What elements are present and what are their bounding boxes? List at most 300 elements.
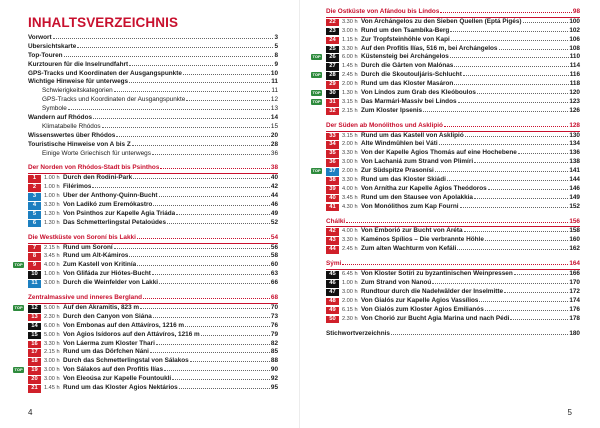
tour-title: Zum Kastell von Kritinía bbox=[63, 261, 137, 269]
entry-label: Schwierigkeitskategorien bbox=[42, 87, 113, 95]
toc-entry[interactable] bbox=[28, 87, 278, 96]
dot-leader bbox=[488, 189, 569, 190]
tour-title: Rund um Soroní bbox=[63, 243, 113, 251]
tour-duration: 5.00 h bbox=[44, 331, 60, 338]
tour-title: Das Schmetterlingstal Petaloúdes bbox=[63, 218, 166, 226]
tour-number: 11 bbox=[28, 280, 41, 288]
tour-title: Von Láerma zum Kloster Thari bbox=[63, 339, 155, 347]
tour-duration: 2.00 h bbox=[342, 141, 358, 148]
tour-duration: 3.15 h bbox=[342, 98, 358, 105]
tour-entry[interactable] bbox=[28, 192, 278, 201]
tour-title: Von Monólithos zum Kap Fourni bbox=[361, 202, 459, 210]
tour-entry[interactable] bbox=[326, 132, 580, 141]
dot-leader bbox=[152, 274, 270, 275]
page-ref: 158 bbox=[569, 227, 580, 235]
page-ref: 76 bbox=[270, 321, 278, 329]
tour-entry[interactable] bbox=[326, 288, 580, 297]
page-ref: 149 bbox=[569, 193, 580, 201]
tour-title: Durch den Rodini-Park bbox=[63, 174, 133, 182]
tour-title: Von Kloster Sotíri zu byzantinischen Weinpressen bbox=[361, 270, 513, 278]
dot-leader bbox=[176, 214, 270, 215]
page-ref: 46 bbox=[270, 201, 278, 209]
entry-label: Touristische Hinweise von A bis Z bbox=[28, 140, 131, 148]
page-ref: 5 bbox=[274, 42, 278, 50]
tour-entry[interactable] bbox=[326, 27, 580, 36]
tour-number: 37 bbox=[326, 168, 339, 176]
dot-leader bbox=[440, 12, 572, 13]
dot-leader bbox=[140, 308, 270, 309]
tour-entry[interactable] bbox=[28, 183, 278, 192]
tour-duration: 1.00 h bbox=[44, 175, 60, 182]
section-header[interactable] bbox=[326, 218, 580, 228]
tour-entry[interactable] bbox=[326, 140, 580, 149]
page-ref: 164 bbox=[569, 260, 580, 268]
tour-title: Von Archángelos zu den Sieben Quellen (Eptá Pigés) bbox=[361, 17, 522, 25]
tour-entry[interactable] bbox=[326, 297, 580, 306]
dot-leader bbox=[68, 109, 270, 110]
tour-entry[interactable] bbox=[326, 270, 580, 279]
general-entries bbox=[28, 34, 278, 158]
section-title: Die Ostküste von Afándou bis Líndos bbox=[326, 8, 440, 15]
tour-number: 35 bbox=[326, 150, 339, 158]
tour-entry[interactable] bbox=[28, 313, 278, 322]
right-sections bbox=[312, 8, 580, 323]
tour-entry[interactable] bbox=[326, 62, 580, 71]
tour-duration: 3.15 h bbox=[342, 132, 358, 139]
tour-entry[interactable] bbox=[326, 18, 580, 27]
tour-entry[interactable] bbox=[28, 201, 278, 210]
tour-duration: 3.30 h bbox=[342, 45, 358, 52]
tour-duration: 1.15 h bbox=[342, 36, 358, 43]
page-ref: 138 bbox=[569, 158, 580, 166]
left-sections bbox=[14, 164, 278, 392]
tour-number: 29 bbox=[326, 81, 339, 89]
page-ref: 54 bbox=[270, 233, 278, 241]
tour-title: Kaménos Spílios – Die verbrannte Höhle bbox=[361, 236, 484, 244]
tour-duration: 3.00 h bbox=[342, 288, 358, 295]
tour-duration: 1.30 h bbox=[44, 219, 60, 226]
page-ref: 134 bbox=[569, 140, 580, 148]
tour-entry[interactable] bbox=[28, 244, 278, 253]
index-label: Stichwortverzeichnis bbox=[326, 330, 390, 338]
dot-leader bbox=[346, 222, 568, 223]
section-header[interactable] bbox=[326, 122, 580, 132]
index-entry[interactable] bbox=[326, 330, 580, 339]
right-column bbox=[312, 8, 580, 339]
tour-duration: 3.00 h bbox=[342, 27, 358, 34]
tour-title: Von Chorió zur Bucht Agia Marina und nach Pédi bbox=[361, 314, 510, 322]
tour-entry[interactable] bbox=[326, 245, 580, 254]
page-ref: 106 bbox=[569, 35, 580, 43]
dot-leader bbox=[463, 75, 569, 76]
dot-leader bbox=[164, 370, 270, 371]
dot-leader bbox=[114, 248, 270, 249]
dot-leader bbox=[201, 335, 270, 336]
tour-duration: 3.45 h bbox=[44, 253, 60, 260]
tour-title: Von Émbonas auf den Attávíros, 1216 m bbox=[63, 321, 185, 329]
tour-number: 40 bbox=[326, 195, 339, 203]
tour-title: Auf den Akramitis, 823 m bbox=[63, 303, 140, 311]
toc-entry[interactable] bbox=[28, 123, 278, 132]
tour-entry[interactable] bbox=[312, 97, 580, 107]
tour-title: Durch die Weinfelder von Lakki bbox=[63, 279, 159, 287]
entry-label: Symbole bbox=[42, 105, 67, 113]
dot-leader bbox=[432, 283, 568, 284]
toc-entry[interactable] bbox=[28, 150, 278, 159]
page-ref: 130 bbox=[569, 131, 580, 139]
tour-duration: 2.15 h bbox=[44, 349, 60, 356]
toc-entry[interactable] bbox=[28, 132, 278, 141]
tour-title: Von Gialós zum Kloster Ágios Emilianós bbox=[361, 305, 484, 313]
dot-leader bbox=[450, 57, 569, 58]
dot-leader bbox=[423, 111, 568, 112]
tour-entry[interactable] bbox=[326, 203, 580, 212]
section-title: Der Süden ab Monólithos und Asklipió bbox=[326, 121, 443, 129]
entry-label: GPS-Tracks und Koordinaten der Ausgangspunkte bbox=[42, 96, 186, 104]
tour-number: 42 bbox=[326, 228, 339, 236]
page-ref: 11 bbox=[271, 87, 278, 95]
dot-leader bbox=[102, 127, 270, 128]
tour-title: Rund um das Kloster Ágios Nektários bbox=[63, 383, 178, 391]
page-ref: 70 bbox=[270, 303, 278, 311]
tour-duration: 1.00 h bbox=[44, 184, 60, 191]
dot-leader bbox=[64, 56, 274, 57]
page-ref: 40 bbox=[270, 174, 278, 182]
page-title: INHALTSVERZEICHNIS bbox=[28, 15, 179, 30]
page-ref: 176 bbox=[569, 305, 580, 313]
tour-entry[interactable] bbox=[326, 45, 580, 54]
dot-leader bbox=[153, 205, 270, 206]
entry-label: Einige Worte Griechisch für unterwegs bbox=[42, 149, 151, 157]
tour-number: 31 bbox=[326, 99, 339, 107]
tour-title: Von Emborió zur Bucht von Aréta bbox=[361, 227, 463, 235]
tour-entry[interactable] bbox=[28, 210, 278, 219]
page-ref: 118 bbox=[569, 80, 580, 88]
tour-entry[interactable] bbox=[28, 384, 278, 393]
tour-entry[interactable] bbox=[312, 71, 580, 80]
dot-leader bbox=[510, 319, 568, 320]
top-tour-badge: TOP bbox=[14, 367, 23, 373]
section-header[interactable] bbox=[28, 294, 278, 304]
page-ref: 11 bbox=[271, 78, 278, 86]
tour-number: 32 bbox=[326, 108, 339, 116]
tour-duration: 2.00 h bbox=[342, 297, 358, 304]
tour-number: 30 bbox=[326, 90, 339, 98]
dot-leader bbox=[156, 344, 270, 345]
dot-leader bbox=[504, 292, 568, 293]
page-ref: 14 bbox=[270, 114, 278, 122]
toc-entry[interactable] bbox=[28, 34, 278, 43]
dot-leader bbox=[186, 100, 270, 101]
section-title: Zentralmassive und inneres Bergland bbox=[28, 294, 143, 302]
tour-entry[interactable] bbox=[28, 340, 278, 349]
tour-duration: 6.00 h bbox=[44, 322, 60, 329]
toc-entry[interactable] bbox=[28, 43, 278, 52]
tour-title: Von Psinthos zur Kapelle Agia Triáda bbox=[63, 209, 176, 217]
dot-leader bbox=[159, 283, 270, 284]
entry-label: Vorwort bbox=[28, 34, 52, 41]
tour-title: Zum alten Wachturm von Kefáli bbox=[361, 245, 457, 253]
tour-entry[interactable] bbox=[28, 219, 278, 228]
tour-number: 9 bbox=[28, 262, 41, 270]
tour-duration: 4.00 h bbox=[44, 262, 60, 269]
entry-label: Wichtige Hinweise für unterwegs bbox=[28, 78, 129, 86]
tour-number: 20 bbox=[28, 376, 41, 384]
page-ref: 52 bbox=[270, 218, 278, 226]
page-ref: 128 bbox=[569, 121, 580, 129]
tour-number: 34 bbox=[326, 141, 339, 149]
tour-entry[interactable] bbox=[326, 194, 580, 203]
tour-entry[interactable] bbox=[28, 348, 278, 357]
top-tour-badge: TOP bbox=[312, 168, 321, 174]
section-title: Chálki bbox=[326, 217, 346, 225]
tour-duration: 2.00 h bbox=[342, 168, 358, 175]
tour-number: 48 bbox=[326, 298, 339, 306]
dot-leader bbox=[129, 256, 269, 257]
tour-number: 28 bbox=[326, 72, 339, 80]
entry-label: Übersichtskarte bbox=[28, 42, 77, 50]
tour-duration: 3.00 h bbox=[44, 358, 60, 365]
page-ref: 15 bbox=[270, 122, 278, 130]
tour-entry[interactable] bbox=[312, 89, 580, 98]
toc-entry[interactable] bbox=[28, 61, 278, 70]
top-tour-badge: TOP bbox=[14, 262, 23, 268]
tour-title: Von Eleoúsa zur Kapelle Fountouklí bbox=[63, 375, 172, 383]
tour-title: Durch die Skoutouljáris-Schlucht bbox=[361, 71, 462, 79]
tour-duration: 2.45 h bbox=[342, 246, 358, 253]
page-ref: 178 bbox=[569, 314, 580, 322]
page-ref: 60 bbox=[270, 261, 278, 269]
top-tour-badge: TOP bbox=[312, 90, 321, 96]
dot-leader bbox=[479, 301, 568, 302]
tour-duration: 2.30 h bbox=[44, 313, 60, 320]
tour-entry[interactable] bbox=[28, 357, 278, 366]
tour-duration: 2.15 h bbox=[44, 244, 60, 251]
page-ref: 116 bbox=[569, 71, 580, 79]
page-ref: 79 bbox=[270, 330, 278, 338]
tour-entry[interactable] bbox=[14, 303, 278, 313]
tour-entry[interactable] bbox=[312, 53, 580, 62]
section-title: Der Norden von Rhódos-Stadt bis Psinthos bbox=[28, 164, 160, 172]
tour-entry[interactable] bbox=[28, 270, 278, 279]
tour-duration: 4.00 h bbox=[342, 228, 358, 235]
dot-leader bbox=[460, 207, 569, 208]
entry-label: GPS-Tracks und Koordinaten der Ausgangspunkte bbox=[28, 69, 182, 77]
page-ref: 126 bbox=[569, 106, 580, 114]
tour-title: Von Glifáda zur Hiótes-Bucht bbox=[63, 270, 151, 278]
page-ref: 38 bbox=[270, 164, 278, 172]
page-ref: 152 bbox=[569, 202, 580, 210]
tour-number: 1 bbox=[28, 175, 41, 183]
dot-leader bbox=[514, 274, 569, 275]
tour-duration: 4.30 h bbox=[342, 203, 358, 210]
page-ref: 3 bbox=[274, 34, 278, 41]
tour-number: 45 bbox=[326, 271, 339, 279]
page-ref: 110 bbox=[569, 53, 580, 61]
page-ref: 92 bbox=[270, 375, 278, 383]
tour-number: 15 bbox=[28, 332, 41, 340]
dot-leader bbox=[132, 145, 270, 146]
section-header[interactable] bbox=[28, 234, 278, 244]
dot-leader bbox=[439, 144, 569, 145]
top-tour-badge: TOP bbox=[312, 98, 321, 104]
dot-leader bbox=[159, 196, 270, 197]
page-ref: 102 bbox=[569, 26, 580, 34]
tour-duration: 3.45 h bbox=[342, 194, 358, 201]
tour-title: Durch die Gärten von Malónas bbox=[361, 62, 454, 70]
tour-duration: 3.30 h bbox=[44, 340, 60, 347]
tour-number: 44 bbox=[326, 246, 339, 254]
tour-entry[interactable] bbox=[326, 236, 580, 245]
tour-entry[interactable] bbox=[312, 167, 580, 176]
page-ref: 9 bbox=[274, 60, 278, 68]
tour-entry[interactable] bbox=[28, 331, 278, 340]
tour-title: Filérimos bbox=[63, 183, 92, 191]
tour-title: Rundtour durch die Nadelwälder der Inselmitte bbox=[361, 287, 504, 295]
dot-leader bbox=[172, 379, 270, 380]
tour-entry[interactable] bbox=[28, 174, 278, 183]
tour-number: 25 bbox=[326, 46, 339, 54]
tour-entry[interactable] bbox=[326, 306, 580, 315]
tour-entry[interactable] bbox=[326, 176, 580, 185]
tour-number: 7 bbox=[28, 245, 41, 253]
tour-entry[interactable] bbox=[28, 375, 278, 384]
dot-leader bbox=[342, 264, 568, 265]
page-ref: 170 bbox=[569, 278, 580, 286]
tour-duration: 5.00 h bbox=[44, 304, 60, 311]
entry-label: Kurztouren für die Inselrundfahrt bbox=[28, 60, 129, 68]
entry-label: Wissenswertes über Rhódos bbox=[28, 131, 116, 139]
dot-leader bbox=[179, 388, 270, 389]
dot-leader bbox=[444, 126, 568, 127]
dot-leader bbox=[451, 40, 569, 41]
section-header[interactable] bbox=[326, 260, 580, 270]
tour-entry[interactable] bbox=[326, 107, 580, 116]
toc-entry[interactable] bbox=[28, 141, 278, 150]
tour-title: Von Líndos zum Grab des Kleóboulos bbox=[361, 89, 476, 97]
dot-leader bbox=[464, 231, 569, 232]
tour-number: 16 bbox=[28, 341, 41, 349]
tour-number: 50 bbox=[326, 316, 339, 324]
page-ref: 136 bbox=[569, 149, 580, 157]
dot-leader bbox=[474, 198, 568, 199]
tour-duration: 1.00 h bbox=[44, 271, 60, 278]
tour-number: 13 bbox=[28, 314, 41, 322]
tour-title: Von Arnítha zur Kapelle Ágios Theódoros bbox=[361, 184, 487, 192]
tour-title: Rund um das Kloster Skiádi bbox=[361, 176, 446, 184]
page-ref: 49 bbox=[270, 209, 278, 217]
page-ref: 13 bbox=[270, 105, 278, 113]
tour-title: Über der Anthony-Quinn-Bucht bbox=[63, 192, 158, 200]
toc-entry[interactable] bbox=[28, 52, 278, 61]
toc-entry[interactable] bbox=[28, 96, 278, 105]
dot-leader bbox=[133, 178, 270, 179]
dot-leader bbox=[152, 154, 270, 155]
tour-title: Rund um den Stausee von Apolakkia bbox=[361, 193, 473, 201]
tour-entry[interactable] bbox=[28, 252, 278, 261]
dot-leader bbox=[474, 162, 568, 163]
tour-duration: 2.45 h bbox=[342, 72, 358, 79]
page-ref: 100 bbox=[569, 17, 580, 25]
toc-entry[interactable] bbox=[28, 105, 278, 114]
tour-duration: 1.45 h bbox=[44, 384, 60, 391]
dot-leader bbox=[458, 102, 569, 103]
tour-number: 49 bbox=[326, 307, 339, 315]
tour-title: Von Ladikó zum Eremókastro bbox=[63, 201, 153, 209]
page-ref: 108 bbox=[569, 44, 580, 52]
dot-leader bbox=[185, 326, 270, 327]
page-ref: 166 bbox=[569, 270, 580, 278]
tour-title: Zum Strand von Nanoú bbox=[361, 278, 432, 286]
section-header[interactable] bbox=[28, 164, 278, 174]
tour-entry[interactable] bbox=[14, 366, 278, 375]
tour-duration: 1.30 h bbox=[44, 210, 60, 217]
tour-number: 22 bbox=[326, 19, 339, 27]
toc-entry[interactable] bbox=[28, 70, 278, 79]
tour-duration: 3.30 h bbox=[342, 177, 358, 184]
dot-leader bbox=[518, 153, 569, 154]
tour-number: 27 bbox=[326, 63, 339, 71]
entry-label: Wandern auf Rhódos bbox=[28, 114, 93, 122]
index-page: 180 bbox=[569, 330, 580, 338]
tour-entry[interactable] bbox=[28, 279, 278, 288]
dot-leader bbox=[77, 47, 273, 48]
section-header[interactable] bbox=[326, 8, 580, 18]
tour-title: Auf den Profitis Ilías, 516 m, bei Archángelos bbox=[361, 44, 498, 52]
dot-leader bbox=[129, 82, 270, 83]
tour-entry[interactable] bbox=[14, 261, 278, 270]
tour-number: 10 bbox=[28, 271, 41, 279]
dot-leader bbox=[129, 65, 273, 66]
tour-entry[interactable] bbox=[326, 315, 580, 324]
tour-title: Küstensteig bei Archángelos bbox=[361, 53, 449, 61]
dot-leader bbox=[499, 49, 569, 50]
toc-entry[interactable] bbox=[28, 114, 278, 123]
tour-entry[interactable] bbox=[326, 227, 580, 236]
page-ref: 174 bbox=[569, 296, 580, 304]
page-ref: 12 bbox=[270, 96, 278, 104]
right-page bbox=[300, 0, 600, 428]
tour-duration: 3.00 h bbox=[44, 280, 60, 287]
tour-entry[interactable] bbox=[326, 36, 580, 45]
tour-number: 33 bbox=[326, 133, 339, 141]
tour-title: Von Gialós zur Kapelle Ágios Vassílios bbox=[361, 296, 479, 304]
page-ref: 144 bbox=[569, 176, 580, 184]
tour-duration: 3.30 h bbox=[44, 202, 60, 209]
tour-entry[interactable] bbox=[326, 279, 580, 288]
tour-title: Zum Kloster Ipsenis bbox=[361, 106, 423, 114]
dot-leader bbox=[391, 334, 568, 335]
dot-leader bbox=[485, 240, 568, 241]
tour-duration: 2.00 h bbox=[342, 81, 358, 88]
top-tour-badge: TOP bbox=[312, 72, 321, 78]
dot-leader bbox=[465, 136, 569, 137]
tour-entry[interactable] bbox=[326, 158, 580, 167]
toc-entry[interactable] bbox=[28, 78, 278, 87]
dot-leader bbox=[93, 118, 270, 119]
dot-leader bbox=[114, 91, 271, 92]
tour-entry[interactable] bbox=[326, 149, 580, 158]
tour-number: 24 bbox=[326, 37, 339, 45]
page-ref: 146 bbox=[569, 184, 580, 192]
page-ref: 141 bbox=[569, 167, 580, 175]
tour-entry[interactable] bbox=[326, 185, 580, 194]
dot-leader bbox=[485, 310, 569, 311]
page-ref: 160 bbox=[569, 236, 580, 244]
tour-entry[interactable] bbox=[28, 322, 278, 331]
tour-duration: 3.30 h bbox=[342, 237, 358, 244]
tour-entry[interactable] bbox=[326, 80, 580, 89]
